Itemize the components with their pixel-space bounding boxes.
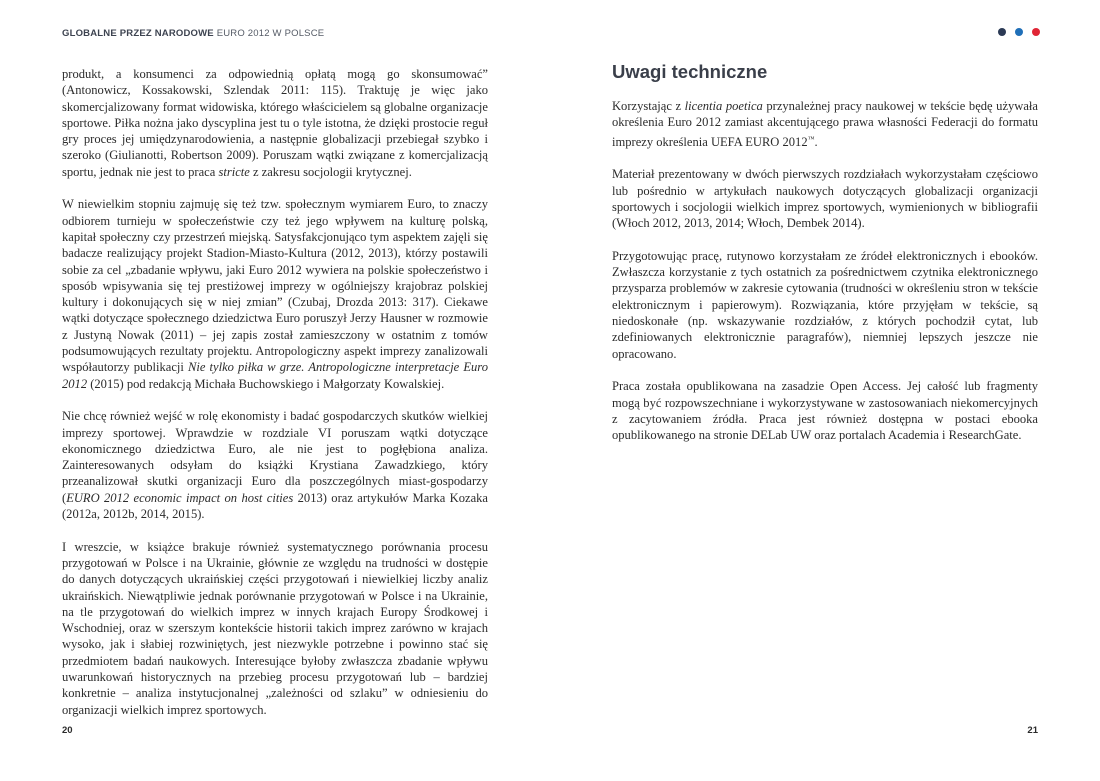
red-dot-icon <box>1032 28 1040 36</box>
section-title: Uwagi techniczne <box>612 61 768 82</box>
italic-run: Nie tylko piłka w grze. Antropologiczne interpretacje Euro 2012 <box>62 360 488 391</box>
right-paragraph <box>612 378 1038 443</box>
italic-run: licentia poetica <box>684 99 763 113</box>
text-run: Przygotowując pracę, rutynowo korzystałam ze źródeł elektronicznych i ebooków. Zwłaszcza korzystanie z tych ostatnich za pośrednictwem czytnika elektronicznego przysparza problemów w zakresie cytowania (trudności w określeniu stron w tekście elektronicznym i papierowym). Rozwiązania, które przyjęłam w tekście, są niedoskonałe (np. wskazywanie rozdziałów, z których pochodził cytat, lub zdefiniowanych elektronicznie paragrafów), niemniej lepszych jeszcze nie opracowano. <box>612 248 1038 361</box>
text-run: produkt, a konsumenci za odpowiednią opłatą mogą go skonsumować” (Antonowicz, Kossakowski, Szlendak 2011: 115). Traktuję je więc jako skomercjalizowany format widowiska, którego właścicielem są globalne organizacje sportowe. Piłka nożna jako dyscyplina jest tu o tyle istotna, że dzięki prostocie reguł gry proces jej umiędzynarodowienia, a następnie globalizacji przebiegał szybko i szeroko (Giulianotti, Robertson 2009). Poruszam wątki związane z komercjalizacją sportu, jednak nie jest to praca <box>62 67 488 179</box>
running-header-bold: GLOBALNE PRZEZ NARODOWE <box>62 28 214 39</box>
right-paragraph <box>612 98 1038 150</box>
right-text-column <box>612 61 1038 460</box>
right-paragraph <box>612 166 1038 231</box>
right-page <box>550 0 1100 781</box>
text-run: przynależnej pracy naukowej w tekście będę używała określenia Euro 2012 zamiast akcentującego prawa własności Federacji do formatu imprezy określenia UEFA EURO 2012 <box>612 99 1038 149</box>
italic-run: EURO 2012 economic impact on host cities <box>66 490 294 505</box>
left-text-column <box>62 66 488 734</box>
text-run: I wreszcie, w książce brakuje również systematycznego porównania procesu przygotowań w Polsce i na Ukrainie, głównie ze względu na trudności w dostępie do danych dotyczących ukraińskiej części przygotowań i niewielkiej liczby analiz ukraińskich. Niewątpliwie jednak porównanie przygotowań w Polsce i na Ukrainie, na tle przygotowań do wielkich imprez w innych krajach Europy Środkowej i Wschodniej, oraz w szerszym kontekście historii takich imprez zarówno w krajach wysoko, jak i słabiej rozwiniętych, jest niezwykle potrzebne i powinno stać się przedmiotem badań naukowych. Interesujące byłoby zwłaszcza zbadanie wpływu uwarunkowań historycznych na przebieg procesu przygotowań lub – bardziej konkretnie – analiza instytucjonalnej „zależności od szlaku” w odniesieniu do organizacji wielkich imprez sportowych. <box>62 539 488 717</box>
left-paragraph <box>62 539 488 718</box>
navy-dot-icon <box>998 28 1006 36</box>
text-run: Praca została opublikowana na zasadzie Open Access. Jej całość lub fragmenty mogą być rozpowszechniane i wykorzystywane w zastosowaniach niekomercyjnych z zacytowaniem źródła. Praca jest również dostępna w postaci ebooka opublikowanego na stronie DELab UW oraz portalach Academia i ResearchGate. <box>612 379 1038 443</box>
running-header-rest: EURO 2012 W POLSCE <box>213 28 325 39</box>
left-paragraph <box>62 196 488 392</box>
text-run: Materiał prezentowany w dwóch pierwszych rozdziałach wykorzystałam częściowo lub pośrednio w artykułach naukowych dotyczących globalizacji organizacji sportowych i socjologii wielkich imprez sportowych, wymienionych w bibliografii (Włoch 2012, 2013, 2014; Włoch, Dembek 2014). <box>612 167 1038 231</box>
text-run: W niewielkim stopniu zajmuję się też tzw. społecznym wymiarem Euro, to znaczy odbiorem turnieju w społeczeństwie czy też jego wpływem na kulturę polską, kapitał społeczny czy przestrzeń miejską. Satysfakcjonująco tym aspektem zajęli się badacze realizujący projekt Stadion-Miasto-Kultura (2012, 2013), którzy postawili sobie za cel „zbadanie wpływu, jaki Euro 2012 wywiera na polskie społeczeństwo i sposób wpisywania się tej prestiżowej imprezy w ogólniejszy krajobraz polskiej kultury i dokonujących się w niej zmian” (Czubaj, Drozda 2013: 317). Ciekawe wątki dotyczące społecznego dziedzictwa Euro poruszył Jerzy Hausner w rozmowie z Justyną Nowak (2011) – jej zapis został zamieszczony w ostatnim z tomów podsumowujących rezultaty projektu. Antropologiczny aspekt imprezy zanalizowali współautorzy publikacji <box>62 197 488 375</box>
italic-run: stricte <box>218 164 250 179</box>
left-paragraph <box>62 66 488 180</box>
running-header <box>62 28 324 39</box>
text-run: z zakresu socjologii krytycznej. <box>249 164 412 179</box>
decor-dots <box>998 28 1040 36</box>
text-run: Korzystając z <box>612 99 685 113</box>
text-run: 2013) oraz artykułów Marka Kozaka (2012a, 2012b, 2014, 2015). <box>62 490 489 522</box>
page-number-left: 20 <box>62 725 73 736</box>
text-run: . <box>814 134 818 149</box>
page-number-right: 21 <box>1027 725 1038 736</box>
right-paragraphs <box>612 98 1038 443</box>
right-paragraph <box>612 248 1038 362</box>
left-paragraph <box>62 408 488 522</box>
text-run: Nie chcę również wejść w rolę ekonomisty i badać gospodarczych skutków wielkiej imprezy sportowej. Wprawdzie w rozdziale VI poruszam wątki dotyczące ekonomicznego dziedzictwa Euro, ale nie jest to pogłębiona analiza. Zainteresowanych odsyłam do książki Krystiana Zawadzkiego, który przeanalizował skutki organizacji Euro dla poszczególnych miast-gospodarzy ( <box>62 409 488 505</box>
superscript-run: ™ <box>807 134 815 143</box>
text-run: (2015) pod redakcją Michała Buchowskiego i Małgorzaty Kowalskiej. <box>87 376 445 391</box>
blue-dot-icon <box>1015 28 1023 36</box>
